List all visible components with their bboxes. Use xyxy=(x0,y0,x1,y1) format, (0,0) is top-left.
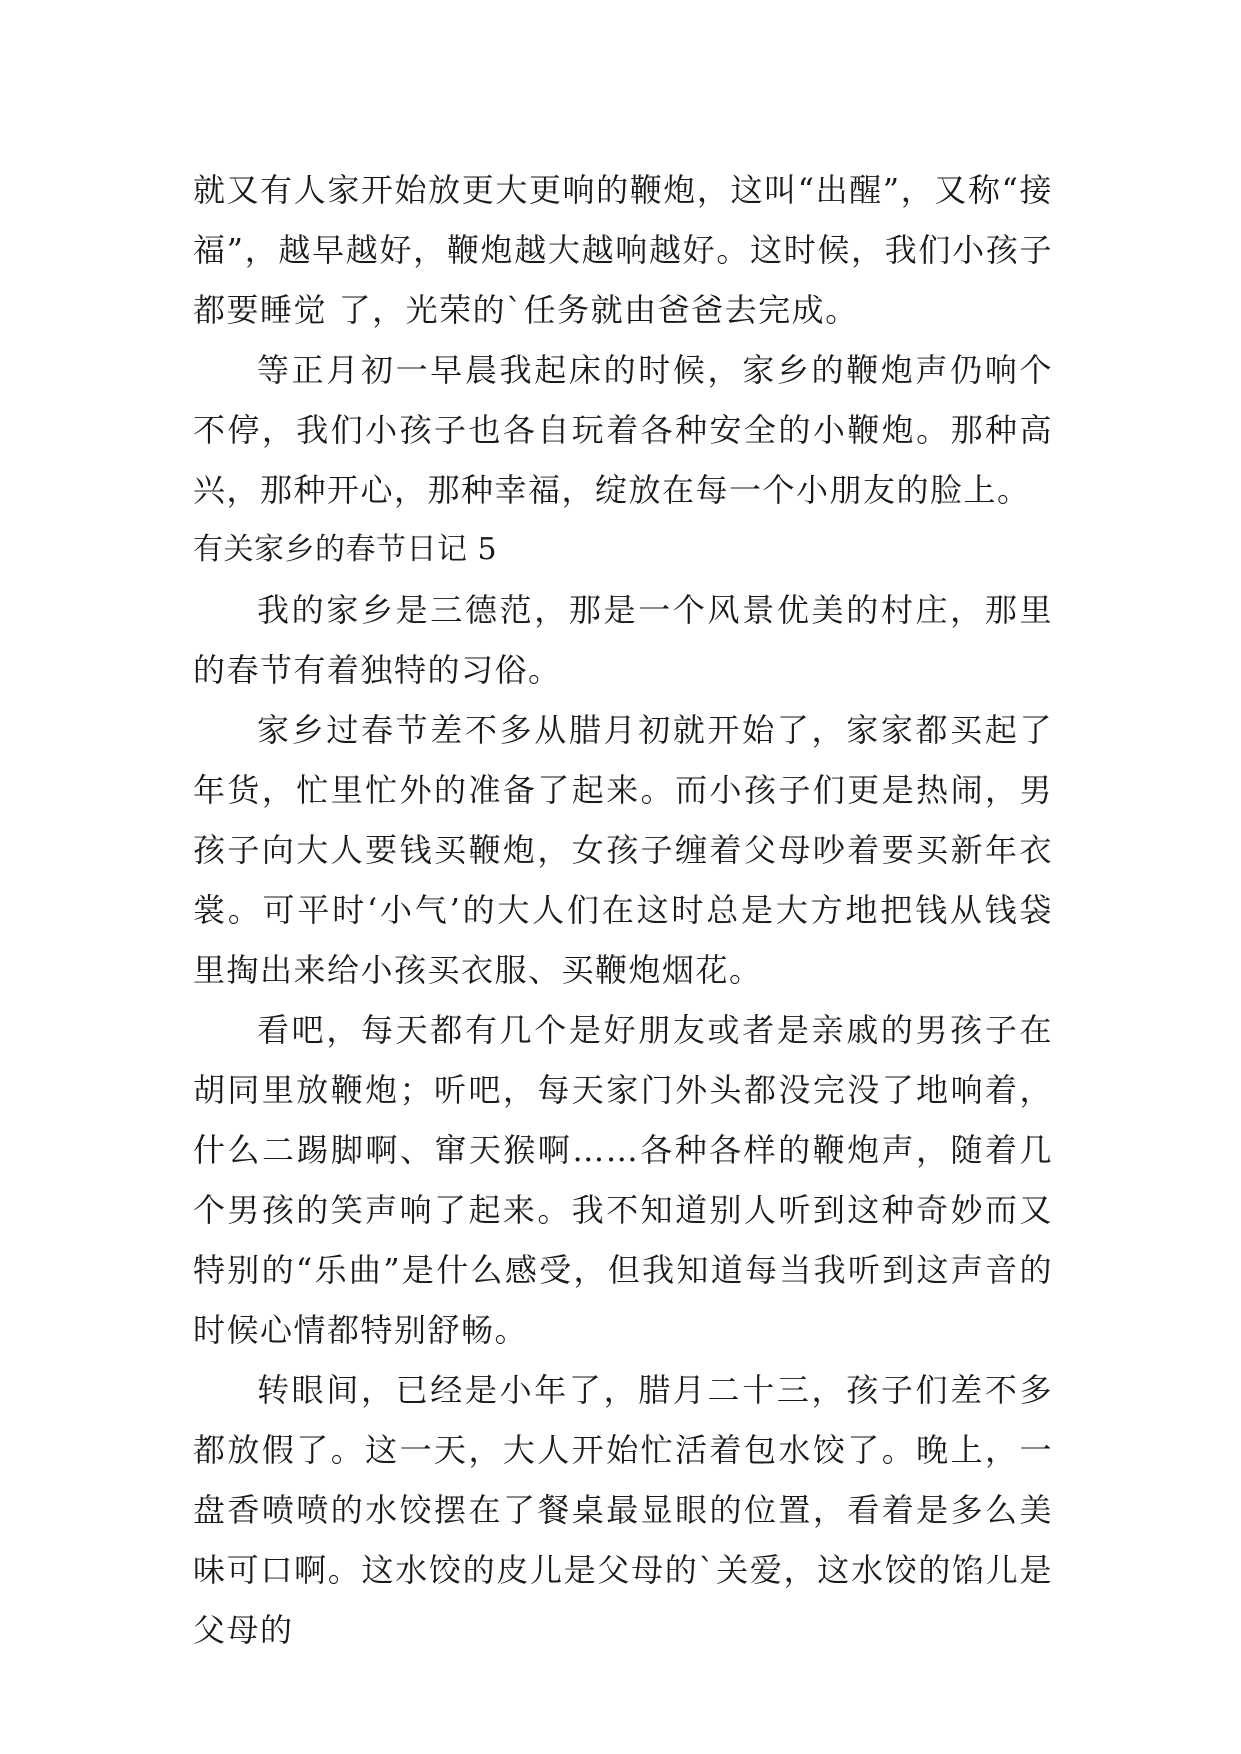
paragraph-continued: 就又有人家开始放更大更响的鞭炮，这叫“出醒”，又称“接福”，越早越好，鞭炮越大越响越好。这时候，我们小孩子都要睡觉 了，光荣的`任务就由爸爸去完成。 xyxy=(193,171,1053,329)
document-body xyxy=(193,160,1053,1660)
paragraph: 我的家乡是三德范，那是一个风景优美的村庄，那里的春节有着独特的习俗。 xyxy=(193,591,1053,689)
section-heading: 有关家乡的春节日记 5 xyxy=(193,532,498,567)
paragraph: 等正月初一早晨我起床的时候，家乡的鞭炮声仍响个不停，我们小孩子也各自玩着各种安全的小鞭炮。那种高兴，那种开心，那种幸福，绽放在每一个小朋友的脸上。 xyxy=(193,351,1053,509)
paragraph: 家乡过春节差不多从腊月初就开始了，家家都买起了年货，忙里忙外的准备了起来。而小孩子们更是热闹，男孩子向大人要钱买鞭炮，女孩子缠着父母吵着要买新年衣裳。可平时‘小气’的大人们在这时总是大方地把钱从钱袋里掏出来给小孩买衣服、买鞭炮烟花。 xyxy=(193,711,1053,989)
paragraph: 转眼间，已经是小年了，腊月二十三，孩子们差不多都放假了。这一天，大人开始忙活着包水饺了。晚上，一盘香喷喷的水饺摆在了餐桌最显眼的位置，看着是多么美味可口啊。这水饺的皮儿是父母的`关爱，这水饺的馅儿是父母的 xyxy=(193,1371,1053,1649)
paragraph: 看吧，每天都有几个是好朋友或者是亲戚的男孩子在胡同里放鞭炮；听吧，每天家门外头都没完没了地响着，什么二踢脚啊、窜天猴啊……各种各样的鞭炮声，随着几个男孩的笑声响了起来。我不知道别人听到这种奇妙而又特别的“乐曲”是什么感受，但我知道每当我听到这声音的时候心情都特别舒畅。 xyxy=(193,1011,1053,1349)
